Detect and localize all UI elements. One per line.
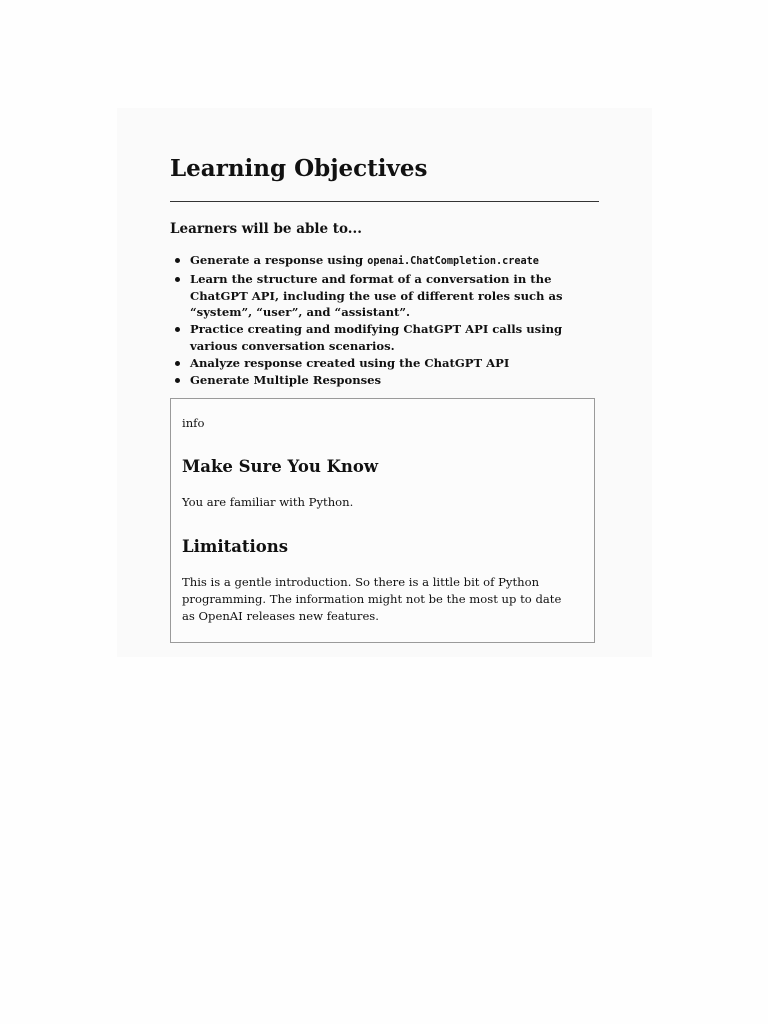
objective-text: Generate Multiple Responses bbox=[190, 372, 382, 387]
make-sure-heading: Make Sure You Know bbox=[182, 457, 379, 476]
objective-text: Analyze response created using the ChatGPT API bbox=[190, 355, 510, 370]
title-divider bbox=[170, 201, 599, 202]
bullet-icon bbox=[175, 378, 180, 383]
objective-code: openai.ChatCompletion.create bbox=[367, 256, 539, 267]
bullet-icon bbox=[175, 327, 180, 332]
info-callout bbox=[170, 398, 595, 643]
make-sure-text: You are familiar with Python. bbox=[182, 495, 354, 509]
objective-text: Learn the structure and format of a conversation in the ChatGPT API, including the use of different roles such as “system”, “user”, and “assistant”. bbox=[190, 271, 563, 320]
limitations-text: This is a gentle introduction. So there is a little bit of Python programming. The information might not be the most up to date as OpenAI releases new features. bbox=[182, 575, 562, 623]
callout-label: info bbox=[182, 416, 205, 430]
content-panel bbox=[117, 108, 652, 657]
list-item bbox=[170, 321, 590, 355]
limitations-heading: Limitations bbox=[182, 537, 289, 556]
list-item bbox=[170, 271, 590, 321]
bullet-icon bbox=[175, 361, 180, 366]
bullet-icon bbox=[175, 277, 180, 282]
page-title: Learning Objectives bbox=[170, 155, 428, 182]
bullet-icon bbox=[175, 258, 180, 263]
objective-text: Practice creating and modifying ChatGPT API calls using various conversation scenarios. bbox=[190, 322, 563, 353]
objectives-subtitle: Learners will be able to... bbox=[170, 221, 362, 237]
objectives-list bbox=[170, 252, 590, 388]
objective-text: Generate a response using bbox=[190, 253, 368, 267]
list-item bbox=[170, 372, 590, 389]
list-item bbox=[170, 355, 590, 372]
list-item bbox=[170, 252, 590, 271]
